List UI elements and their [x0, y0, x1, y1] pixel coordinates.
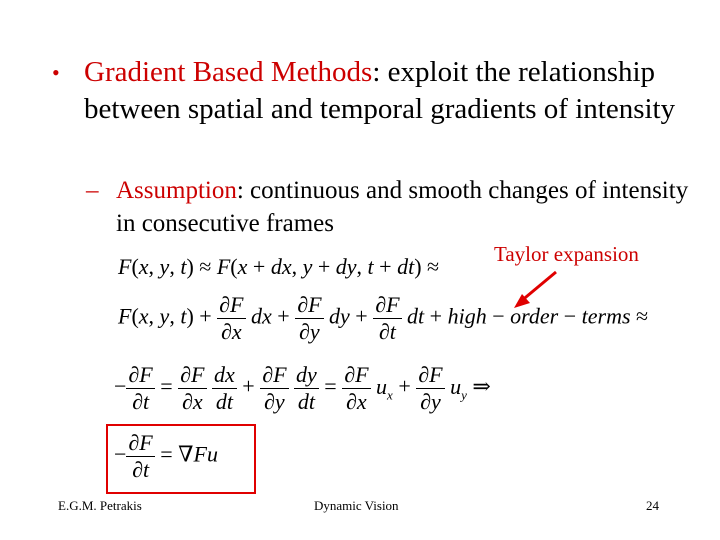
bullet-highlight: Gradient Based Methods — [84, 56, 373, 88]
sub-bullet-marker: – — [86, 177, 99, 204]
footer-title: Dynamic Vision — [314, 498, 399, 513]
footer-page-number: 24 — [646, 498, 659, 513]
sub-bullet-text: : continuous and smooth changes of intensity in consecutive frames — [116, 177, 689, 237]
equation-gradient-constraint: − $\frac{\partial F}{\partial t}$ = ∇Fu — [114, 430, 218, 482]
bullet-marker: • — [52, 60, 60, 85]
equation-taylor-approx: F(x, y, t) ≈ F(x + dx, y + dy, t + dt) ≈ — [118, 254, 440, 279]
footer-author: E.G.M. Petrakis — [58, 498, 142, 513]
sub-bullet-highlight: Assumption — [116, 177, 237, 204]
equation-taylor-series: F(x, y, t) + $\frac{\partial F}{\partial x}$ dx + $\frac{\partial F}{\partial y}$ dy + $\frac{\partial F}{\partial t}$ dt + high − order − terms ≈ — [118, 292, 649, 344]
bullet-text: : exploit the relationship between spatial and temporal gradients of intensity — [84, 56, 676, 125]
equation-optical-flow: − $\frac{\partial F}{\partial t}$ = $\frac{\partial F}{\partial x}$ $\frac{dx}{dt}$ + $\frac{\partial F}{\partial y}$ $\frac{dy}{dt}$ = $\frac{\partial F}{\partial x}$ $u_x$ + $\frac{\partial F}{\partial y}$ $u_y$ ⇒ — [114, 362, 491, 414]
taylor-expansion-label: Taylor expansion — [494, 242, 639, 266]
